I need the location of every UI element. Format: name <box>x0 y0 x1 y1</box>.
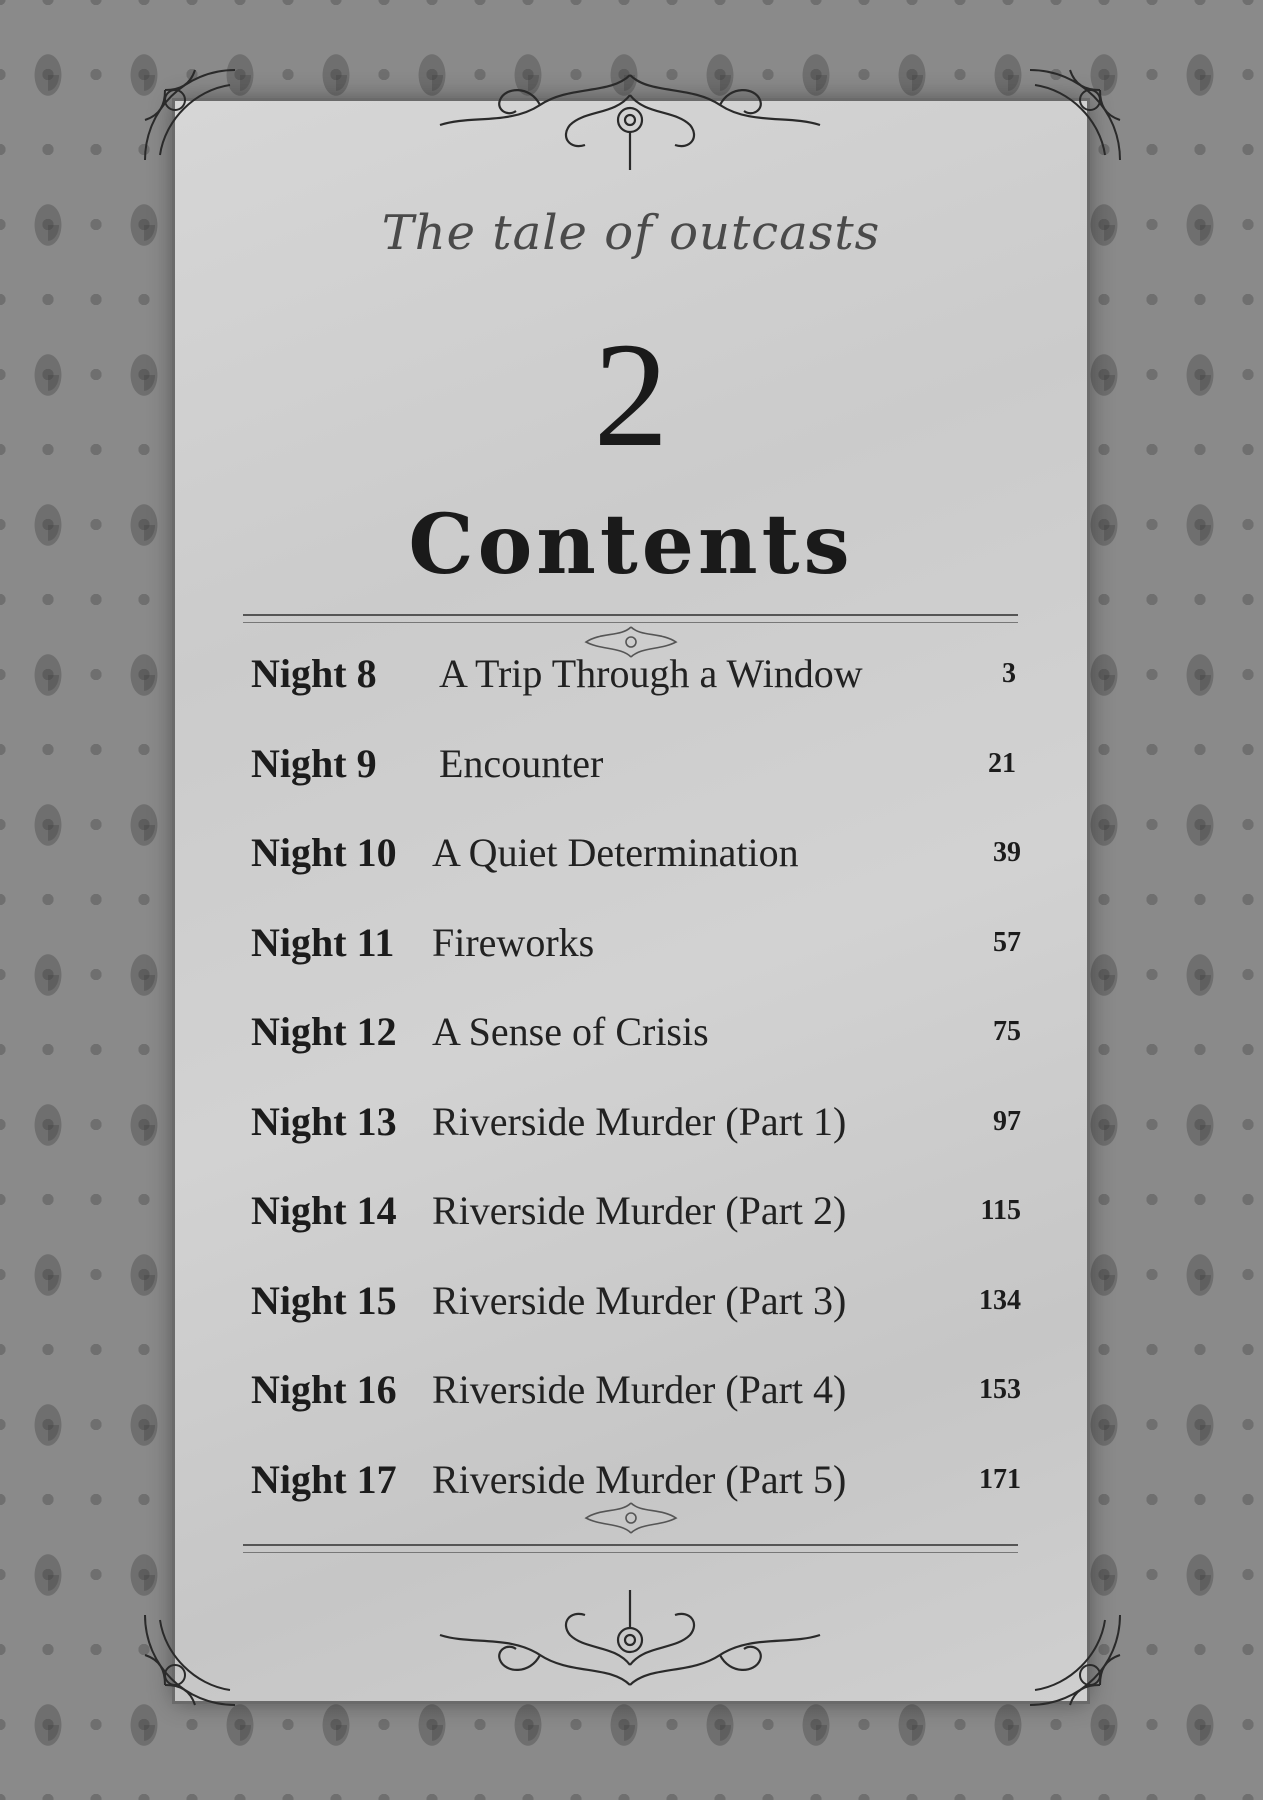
toc-row[interactable] <box>251 919 1021 1009</box>
page-number: 3 <box>1002 658 1016 689</box>
page-number: 134 <box>979 1284 1021 1316</box>
flourish-ornament-icon <box>420 1585 840 1695</box>
night-label: Night 10 <box>251 830 397 875</box>
page-number: 57 <box>993 926 1021 958</box>
flourish-ornament-icon <box>420 65 840 175</box>
toc-row[interactable] <box>251 740 1021 830</box>
corner-ornament-icon <box>135 1605 245 1715</box>
night-label: Night 15 <box>251 1277 397 1323</box>
night-label: Night 12 <box>251 1009 397 1054</box>
chapter-title: A Trip Through a Window <box>439 651 863 696</box>
page-number: 153 <box>979 1374 1021 1405</box>
page-number: 171 <box>979 1463 1021 1495</box>
night-label: Night 17 <box>251 1456 397 1502</box>
toc-row[interactable] <box>251 1277 1021 1367</box>
night-label: Night 16 <box>251 1367 397 1412</box>
toc-row[interactable] <box>251 829 1021 919</box>
page-number: 39 <box>993 837 1021 868</box>
chapter-title: Fireworks <box>432 919 595 965</box>
contents-heading: Contents <box>408 497 854 593</box>
night-label: Night 8 <box>251 651 377 696</box>
toc-row[interactable] <box>251 1187 1021 1277</box>
toc-row[interactable] <box>251 1008 1021 1098</box>
chapter-title: Riverside Murder (Part 4) <box>432 1367 847 1412</box>
page-number: 115 <box>980 1195 1021 1226</box>
chapter-title: Encounter <box>439 740 604 786</box>
volume-number: 2 <box>593 312 669 478</box>
corner-ornament-icon <box>1020 60 1130 170</box>
chapter-title: Riverside Murder (Part 2) <box>432 1188 847 1233</box>
night-label: Night 11 <box>251 919 395 965</box>
corner-ornament-icon <box>1020 1605 1130 1715</box>
page-number: 75 <box>993 1016 1021 1047</box>
series-title: The tale of outcasts <box>381 205 881 261</box>
toc-row[interactable] <box>251 650 1021 740</box>
page-number: 97 <box>993 1105 1021 1137</box>
divider-rule <box>243 1544 1018 1553</box>
page-number: 21 <box>988 747 1016 779</box>
chapter-title: Riverside Murder (Part 3) <box>432 1277 847 1323</box>
chapter-title: A Quiet Determination <box>432 830 799 875</box>
table-of-contents <box>251 650 1021 1545</box>
toc-row[interactable] <box>251 1366 1021 1456</box>
night-label: Night 13 <box>251 1098 397 1144</box>
corner-ornament-icon <box>135 60 245 170</box>
chapter-title: A Sense of Crisis <box>432 1009 709 1054</box>
divider-ornament-icon <box>576 1498 686 1538</box>
night-label: Night 9 <box>251 740 377 786</box>
chapter-title: Riverside Murder (Part 5) <box>432 1456 847 1502</box>
chapter-title: Riverside Murder (Part 1) <box>432 1098 847 1144</box>
night-label: Night 14 <box>251 1188 397 1233</box>
toc-row[interactable] <box>251 1098 1021 1188</box>
